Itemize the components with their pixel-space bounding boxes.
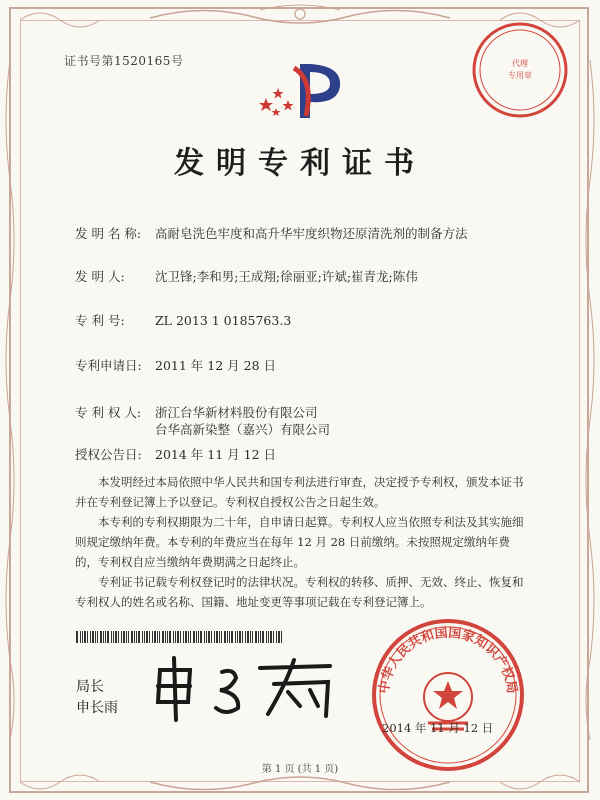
filing-date-row <box>75 356 276 374</box>
patentee-row-2 <box>155 420 330 438</box>
grant-date-label: 授权公告日: <box>75 447 142 462</box>
issue-date: 2014 年 11 月 12 日 <box>382 721 494 735</box>
inventors-label: 发 明 人: <box>75 269 125 284</box>
director-title: 局长 <box>76 679 104 695</box>
filing-date-value: 2011 年 12 月 28 日 <box>155 358 276 373</box>
svg-text:代理: 代理 <box>512 59 528 68</box>
body-paragraph: 专利证书记载专利权登记时的法律状况。专利权的转移、质押、无效、终止、恢复和专利权人的姓名或名称、国籍、地址变更等事项记载在专利登记簿上。 <box>75 575 524 609</box>
agency-stamp <box>470 20 570 120</box>
invention-title-label: 发 明 名 称: <box>75 226 142 241</box>
director-signature <box>150 650 340 730</box>
patentee-value-2: 台华高新染整（嘉兴）有限公司 <box>155 422 331 437</box>
patent-number-row <box>75 311 291 329</box>
svg-text:专用章: 专用章 <box>508 71 532 80</box>
barcode <box>76 631 284 643</box>
patent-number-value: ZL 2013 1 0185763.3 <box>155 313 292 328</box>
inventors-row <box>75 267 418 285</box>
cnipa-logo-icon <box>254 58 354 122</box>
grant-date-value: 2014 年 11 月 12 日 <box>155 447 276 462</box>
patentee-row <box>75 403 318 421</box>
inventors-value: 沈卫锋;李和男;王成翔;徐丽亚;许斌;崔青龙;陈伟 <box>155 269 418 284</box>
official-seal <box>368 615 528 775</box>
grant-date-row <box>75 445 276 463</box>
certificate-number: 证书号第1520165号 <box>64 54 184 68</box>
page-footer: 第 1 页 (共 1 页) <box>261 764 339 775</box>
patentee-value-1: 浙江台华新材料股份有限公司 <box>155 405 318 420</box>
invention-title-row <box>75 224 468 242</box>
patentee-label: 专 利 权 人: <box>75 405 142 420</box>
seal-text: 中华人民共和国国家知识产权局 <box>376 625 520 695</box>
director-name: 申长雨 <box>76 700 118 716</box>
invention-title-value: 高耐皂洗色牢度和高升华牢度织物还原清洗剂的制备方法 <box>155 226 468 241</box>
body-text <box>75 472 530 612</box>
patent-number-label: 专 利 号: <box>75 313 125 328</box>
filing-date-label: 专利申请日: <box>75 358 142 373</box>
body-paragraph: 本发明经过本局依照中华人民共和国专利法进行审查，决定授予专利权，颁发本证书并在专利登记簿上予以登记。专利权自授权公告之日起生效。 <box>75 475 524 509</box>
page-title: 发明专利证书 <box>174 146 426 181</box>
body-paragraph: 本专利的专利权期限为二十年，自申请日起算。专利权人应当依照专利法及其实施细则规定缴纳年费。本专利的年费应当在每年 12 月 28 日前缴纳。未按照规定缴纳年费的，专利权自应当缴纳年费期满之日起终止。 <box>75 515 524 569</box>
